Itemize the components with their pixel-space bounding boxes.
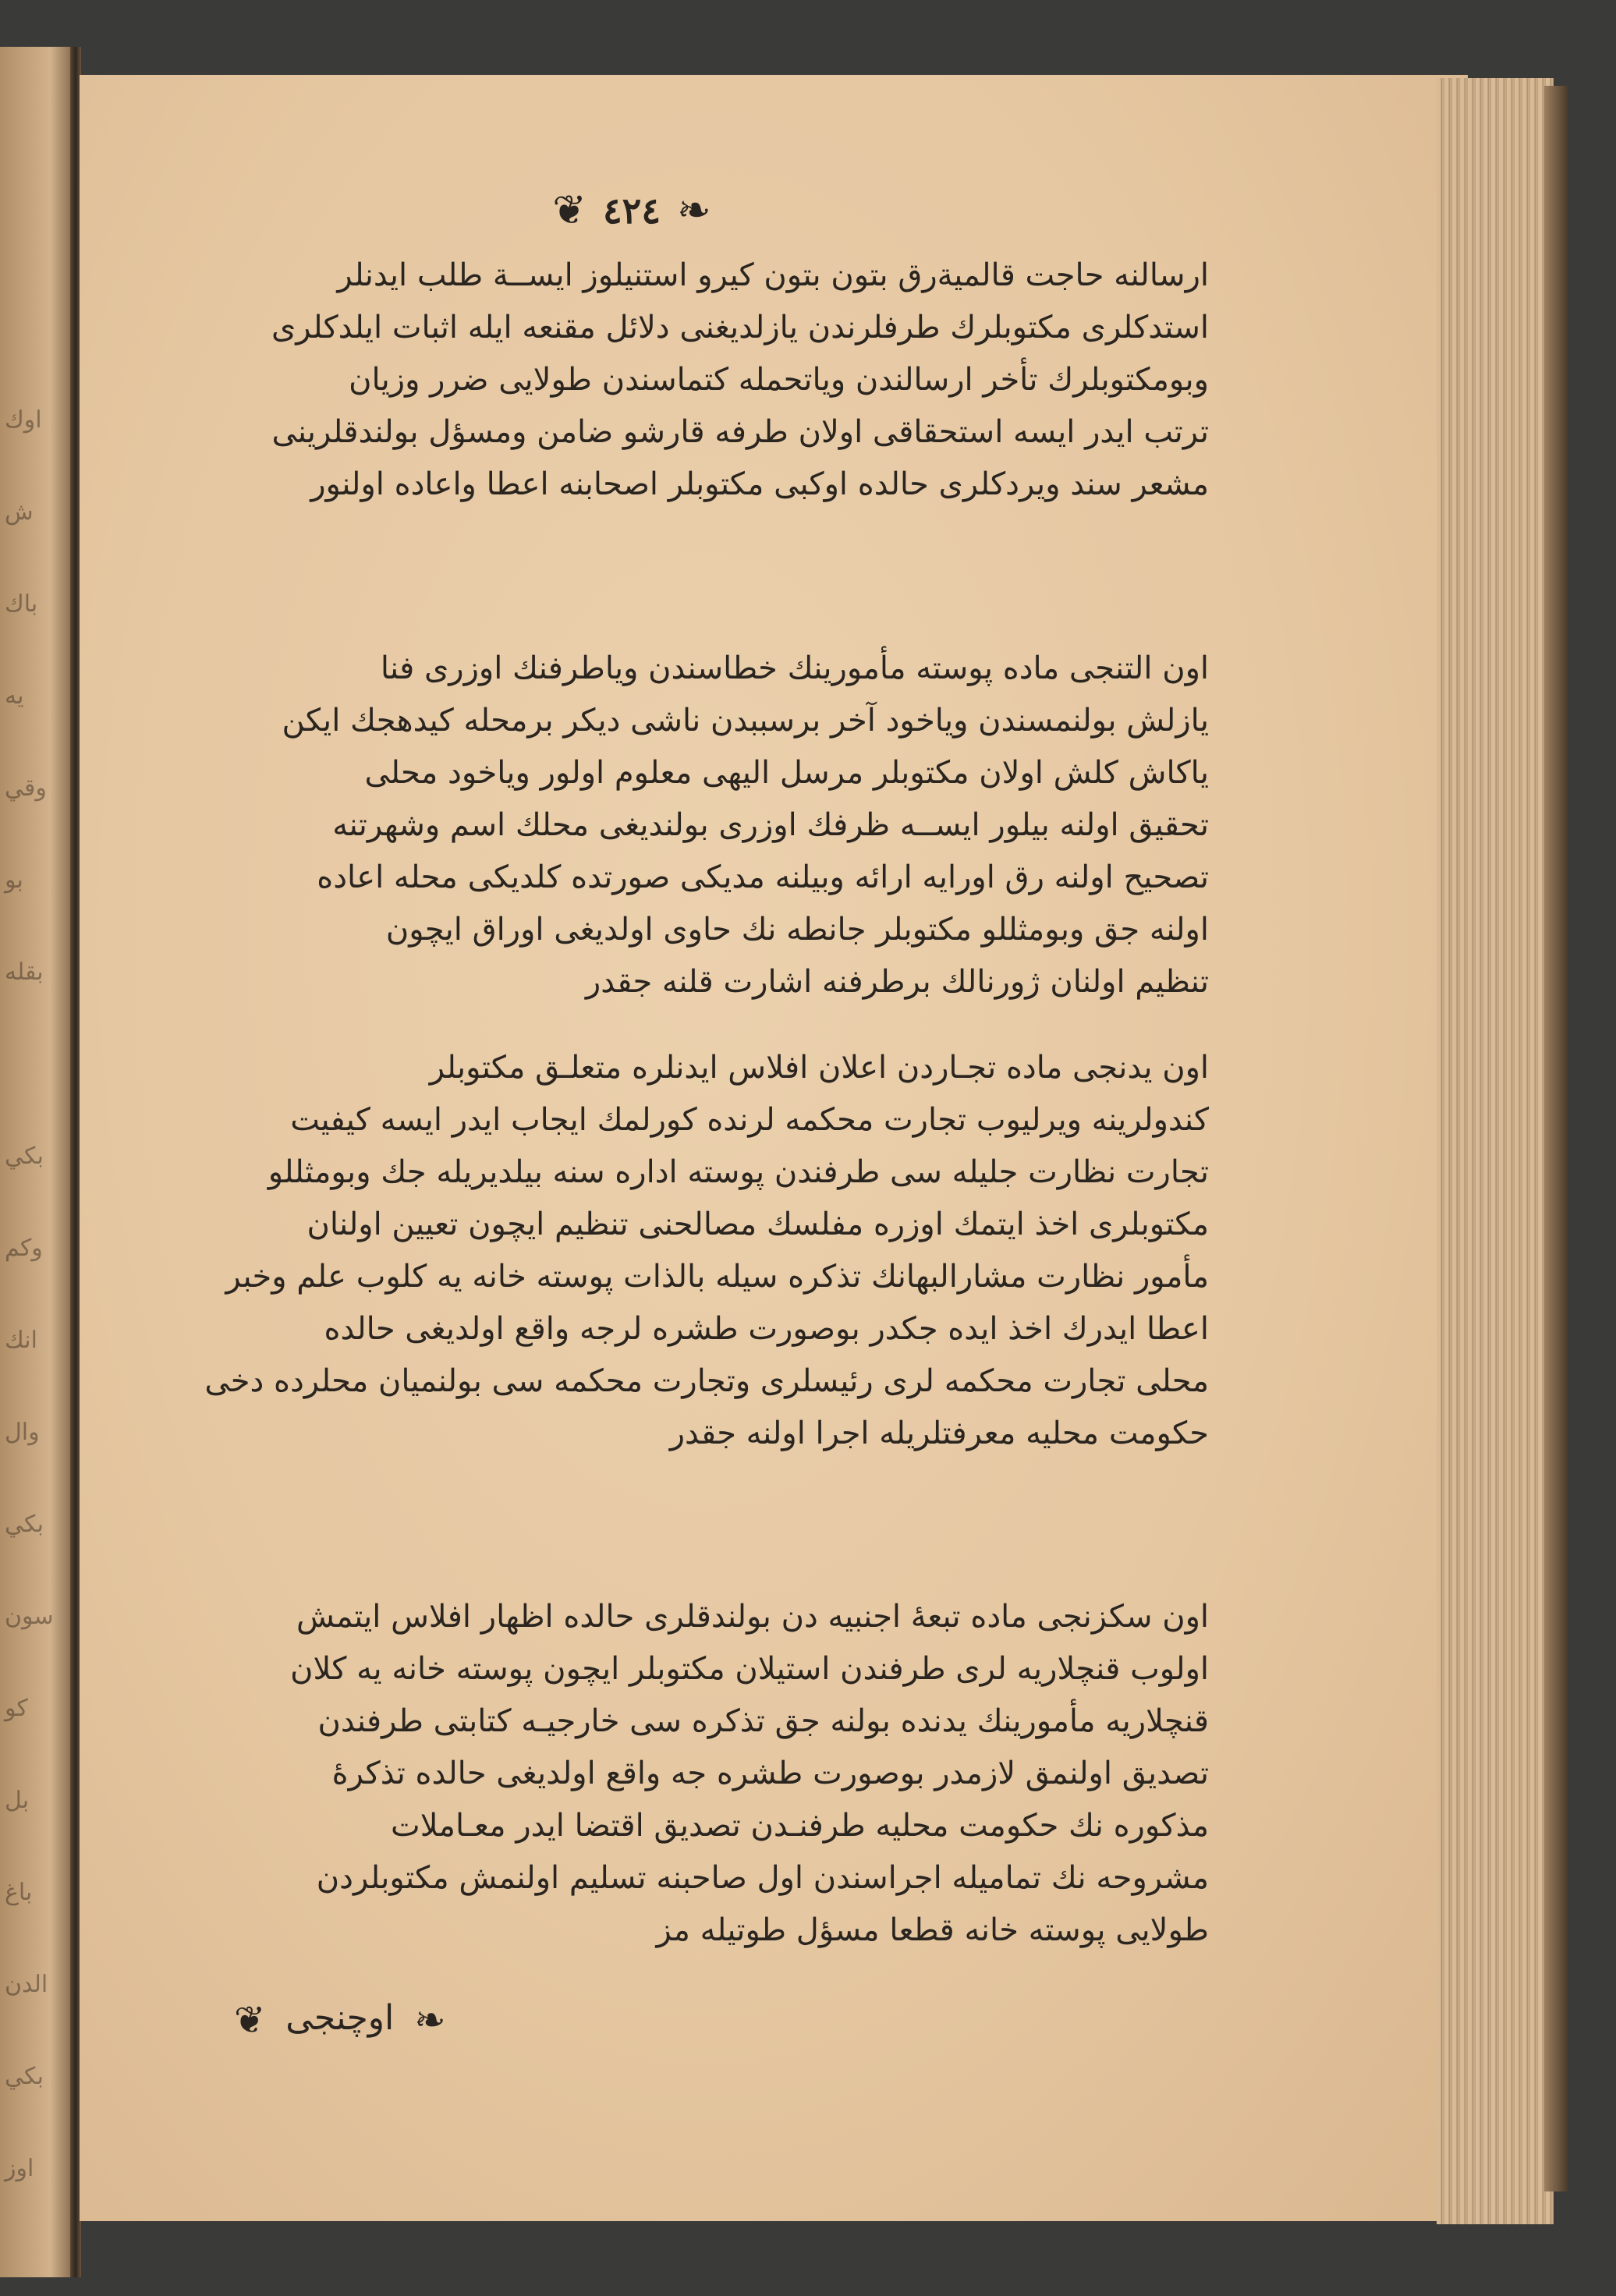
left-margin-fragment: بل (5, 1787, 30, 1814)
text-line: محلى تجارت محكمه لرى رئيسلرى وتجارت محكمه سى بولنميان محلرده دخى (204, 1363, 1209, 1399)
ornament-right-icon: ❧ (677, 187, 711, 234)
left-margin-fragment: ش (5, 498, 34, 526)
left-margin-fragment: اوز (5, 2155, 34, 2182)
left-margin-fragment: كو (5, 1695, 28, 1722)
paragraph-1 (195, 250, 1209, 511)
article-16 (195, 643, 1209, 1008)
left-margin-fragment: باك (5, 590, 38, 618)
left-margin-fragment: وال (5, 1419, 40, 1446)
left-margin-fragment: اوك (5, 406, 42, 434)
left-margin-fragment: وقي (5, 774, 47, 802)
text-line: ترتب ايدر ايسه استحقاقى اولان طرفه قارشو ضامن ومسؤل بولندقلرينى (271, 414, 1209, 450)
text-line: يازلش بولنمسندن وياخود آخر برسببدن ناشى ديكر برمحله كيدهجك ايكن (282, 703, 1209, 739)
left-page-margin-fragments (5, 374, 59, 2215)
text-line: تصحيح اولنه رق اورايه ارائه وبيلنه مديكى صورتده كلديكى محله اعاده (317, 859, 1209, 895)
text-line: قنچلاريه مأمورينك يدنده بولنه جق تذكره سى خارجيـه كتابتى طرفندن (317, 1703, 1209, 1739)
left-facing-page (0, 47, 72, 2277)
left-margin-fragment: باغ (5, 1879, 33, 1906)
text-line: استدكلرى مكتوبلرك طرفلرندن يازلديغنى دلائل مقنعه ايله اثبات ايلدكلرى (271, 310, 1209, 345)
page-number: ٤٢٤ (602, 190, 661, 232)
page-edges-shadow (1544, 86, 1568, 2191)
ornament-left-icon: ❦ (552, 187, 587, 234)
text-line: اون التنجى ماده پوسته مأمورينك خطاسندن وياطرفنك اوزرى فنا (380, 650, 1209, 686)
text-line: حكومت محليه معرفتلريله اجرا اولنه جقدر (669, 1416, 1209, 1451)
left-margin-fragment: بقله (5, 958, 44, 986)
text-line: ارسالنه حاجت قالميةرق بتون بتون كيرو استنيلوز ايســة طلب ايدنلر (337, 257, 1209, 293)
text-line: تنظيم اولنان ژورنالك برطرفنه اشارت قلنه جقدر (585, 964, 1209, 1000)
left-margin-fragment: انك (5, 1327, 37, 1354)
text-line: اولنه جق وبومثللو مكتوبلر جانطه نك حاوى اولديغى اوراق ايچون (385, 912, 1209, 948)
text-line: اولوب قنچلاريه لرى طرفندن استيلان مكتوبلر ايچون پوسته خانه يه كلان (290, 1651, 1209, 1687)
catchword-footer (234, 1998, 468, 2060)
left-margin-fragment: الدن (5, 1971, 48, 1998)
article-17 (195, 1042, 1209, 1460)
ornament-left-icon: ❦ (234, 1998, 266, 2043)
text-line: مكتوبلرى اخذ ايتمك اوزره مفلسك مصالحنى تنظيم ايچون تعيين اولنان (307, 1206, 1209, 1242)
left-margin-fragment: سون (5, 1603, 54, 1630)
page-header (538, 187, 725, 250)
text-line: تصديق اولنمق لازمدر بوصورت طشره جه واقع اولديغى حالده تذكرۀ (331, 1756, 1209, 1791)
text-line: اون يدنجى ماده تجـاردن اعلان افلاس ايدنلره متعلـق مكتوبلر (429, 1050, 1209, 1086)
left-margin-fragment: بكي (5, 1511, 44, 1538)
left-margin-fragment (5, 1019, 59, 1111)
article-18 (195, 1591, 1209, 1957)
text-line: مشروحه نك تماميله اجراسندن اول صاحبنه تسليم اولنمش مكتوبلردن (316, 1860, 1209, 1896)
catchword: اوچنجى (285, 1998, 395, 2038)
text-line: كندولرينه ويرليوب تجارت محكمه لرنده كورلمك ايجاب ايدر ايسه كيفيت (290, 1102, 1209, 1138)
text-line: مشعر سند ويردكلرى حالده اوكبى مكتوبلر اصحابنه اعطا واعاده اولنور (310, 466, 1209, 502)
text-line: وبومكتوبلرك تأخر ارسالندن وياتحمله كتماسندن طولايى ضرر وزيان (349, 362, 1209, 398)
text-line: مأمور نظارت مشارالبهانك تذكره سيله بالذات پوسته خانه يه كلوب علم وخبر (225, 1259, 1209, 1295)
text-line: اون سكزنجى ماده تبعۀ اجنبيه دن بولندقلرى حالده اظهار افلاس ايتمش (296, 1599, 1209, 1635)
left-margin-fragment: بكي (5, 2063, 44, 2090)
text-line: اعطا ايدرك اخذ ايده جكدر بوصورت طشره لرجه واقع اولديغى حالده (324, 1311, 1209, 1347)
text-line: تجارت نظارت جليله سى طرفندن پوسته اداره سنه بيلديريله جك وبومثللو (268, 1154, 1209, 1190)
left-margin-fragment: وكم (5, 1235, 43, 1262)
text-line: مذكوره نك حكومت محليه طرفنـدن تصديق اقتضا ايدر معـاملات (391, 1808, 1209, 1844)
ornament-right-icon: ❧ (414, 1998, 446, 2043)
left-margin-fragment: بو (5, 866, 23, 894)
text-line: تحقيق اولنه بيلور ايســه ظرفك اوزرى بولنديغى محلك اسم وشهرتنه (332, 807, 1209, 843)
text-line: طولايى پوسته خانه قطعا مسؤل طوتيله مز (656, 1912, 1209, 1948)
text-line: ياكاش كلش اولان مكتوبلر مرسل اليهى معلوم اولور وياخود محلى (364, 755, 1209, 791)
page-edges (1437, 78, 1554, 2224)
left-margin-fragment: بكي (5, 1143, 44, 1170)
left-margin-fragment: يه (5, 682, 24, 710)
